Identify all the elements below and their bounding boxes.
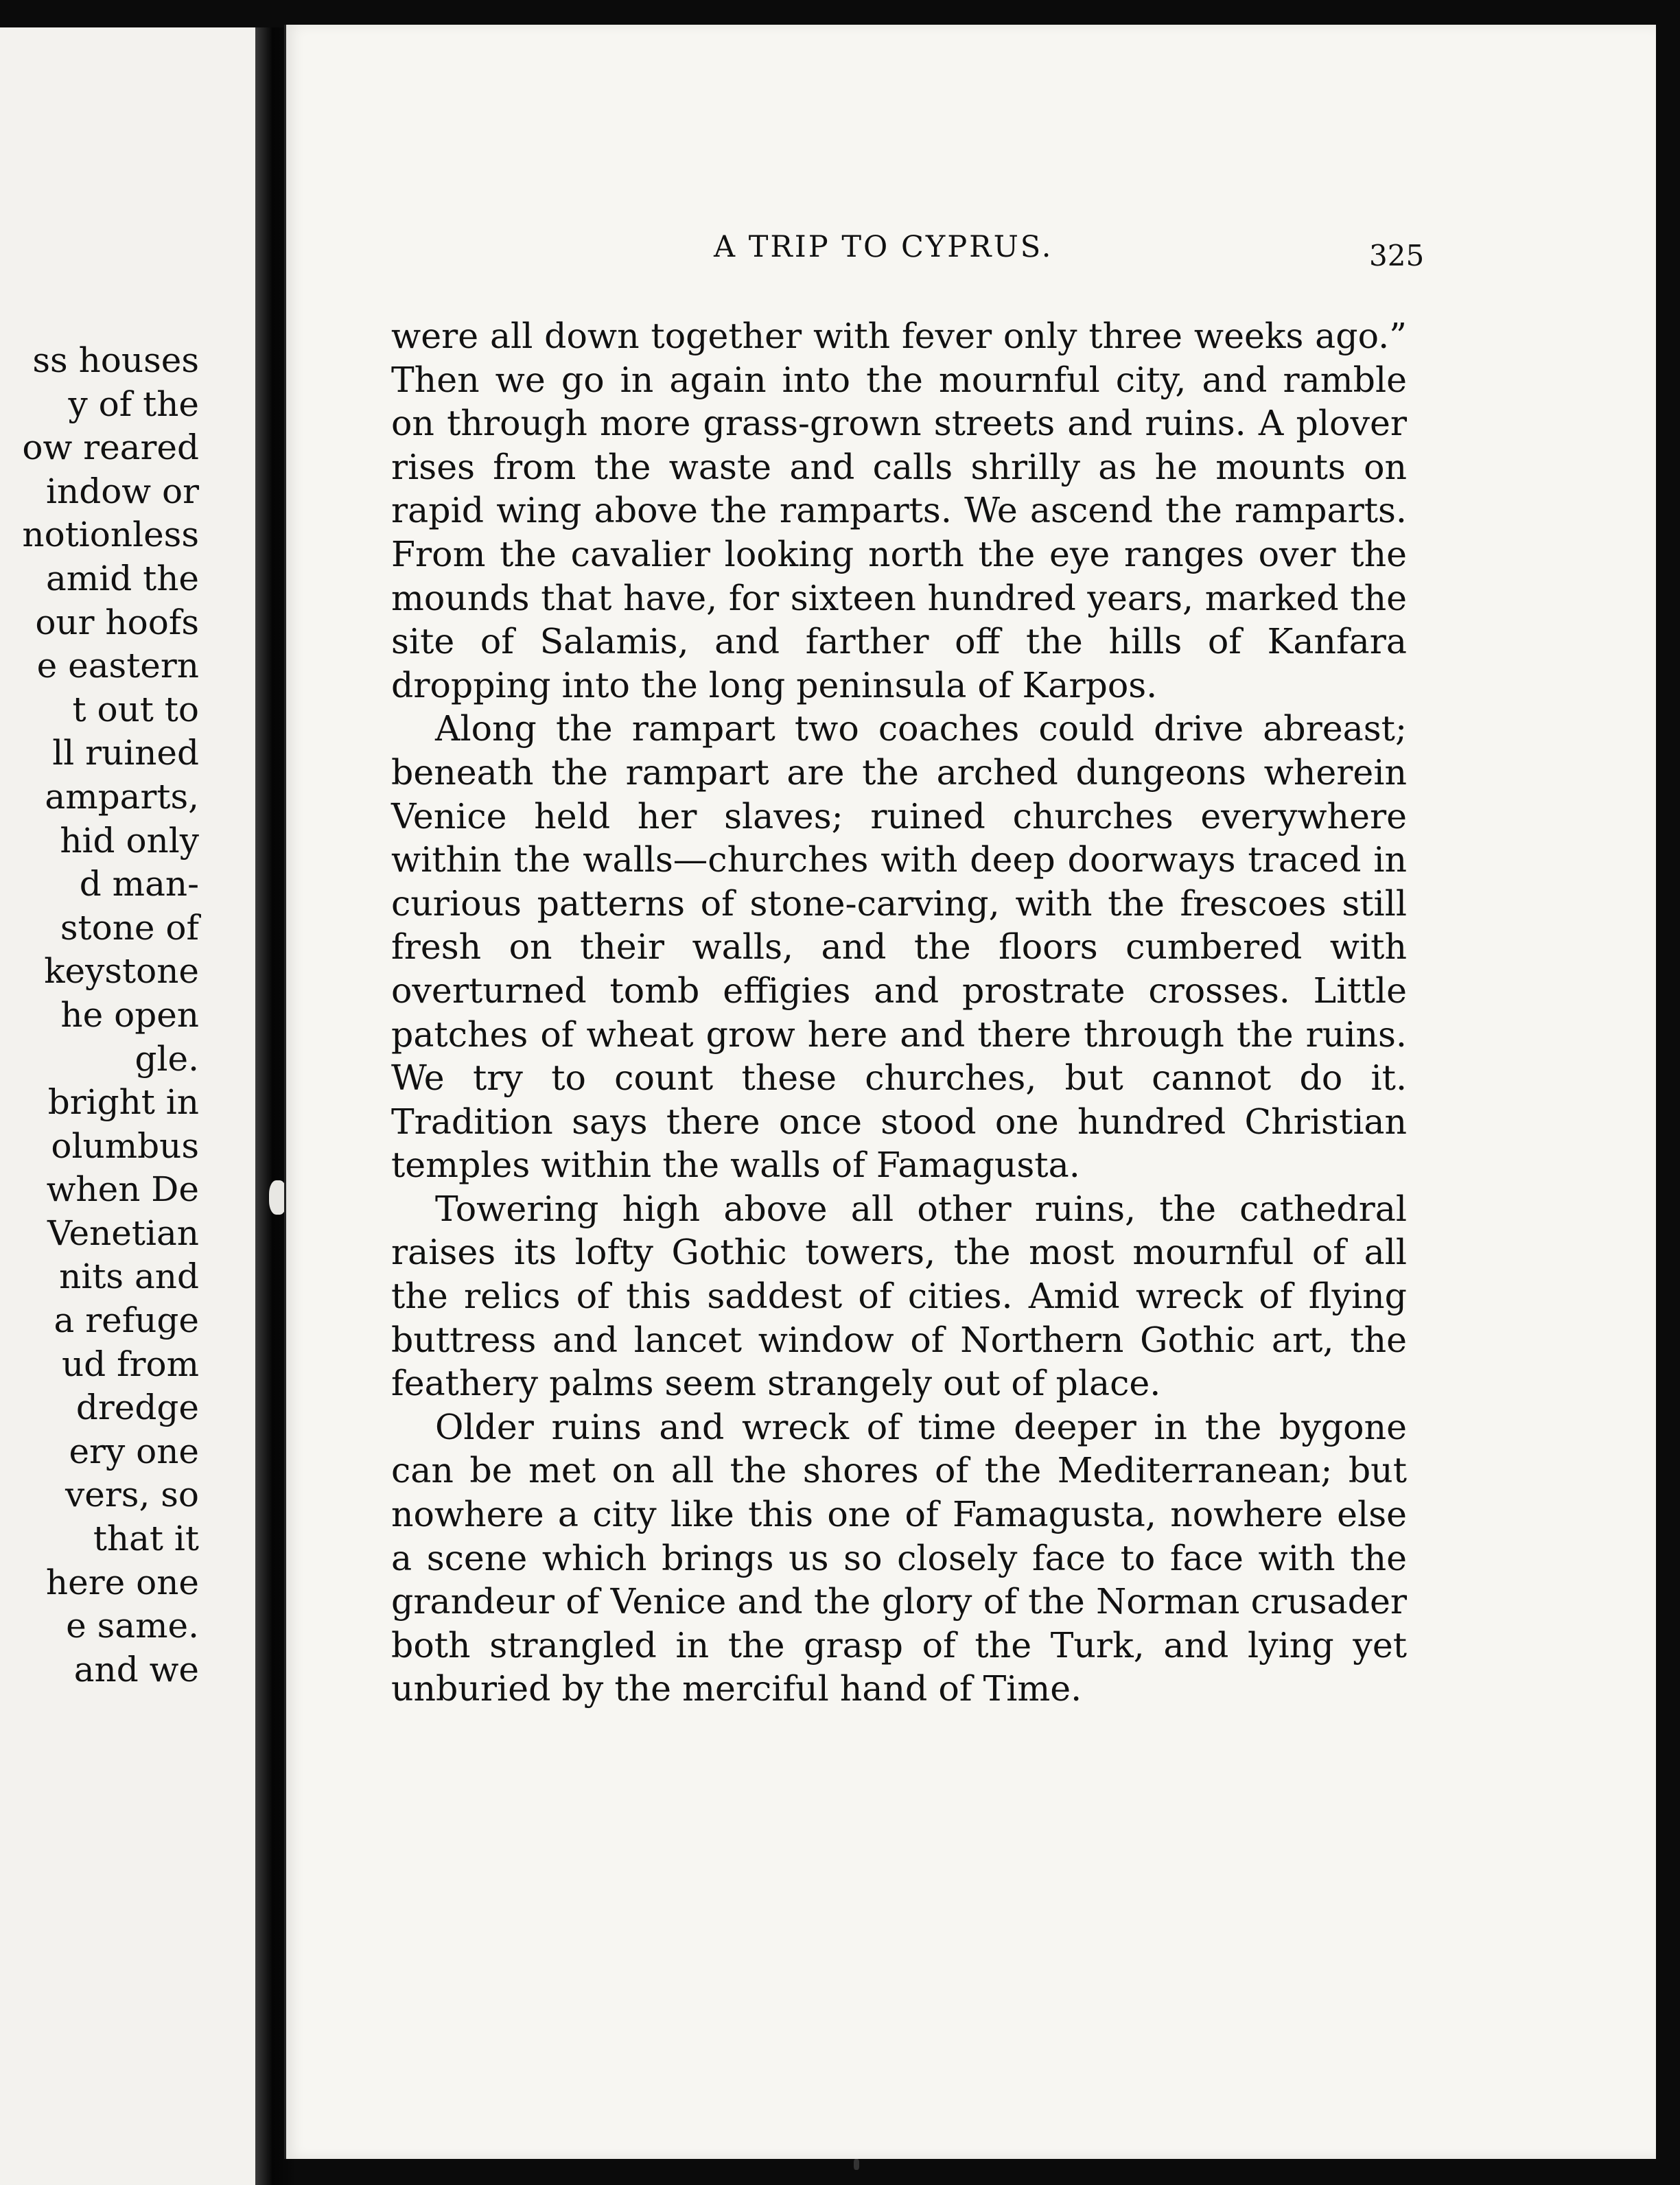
left-page-line: nits and: [59, 1257, 199, 1297]
ink-mark: [854, 2159, 859, 2170]
left-page-line: ery one: [69, 1431, 199, 1471]
left-page-line: amparts,: [45, 776, 199, 817]
left-page-line: ll ruined: [52, 733, 199, 773]
left-page-line: e eastern: [36, 646, 199, 686]
left-page-line: Venetian: [47, 1213, 199, 1253]
left-page-line: indow or: [46, 471, 199, 511]
paragraph-4: Older ruins and wreck of time deeper in the bygone can be met on all the shores of the Mediterranean; but nowhere a city like this one of Famagusta, nowhere else a scene which brings us so closely face to face with the grandeur of Venice and the glory of the Norman crusader both strangled in the grasp of the Turk, and lying yet unburied by the merciful hand of Time.: [391, 1406, 1407, 1709]
left-page-line: a refuge: [54, 1300, 199, 1341]
left-page-line: y of the: [68, 384, 199, 424]
left-page-line: hid only: [60, 820, 199, 861]
left-page-line: our hoofs: [35, 602, 199, 642]
left-page-line: ud from: [61, 1344, 199, 1384]
running-head: A TRIP TO CYPRUS.: [714, 230, 1053, 264]
left-page-line: notionless: [22, 515, 199, 555]
left-page-line: t out to: [72, 689, 199, 729]
left-page-line: dredge: [75, 1388, 199, 1428]
left-page-line: keystone: [44, 951, 199, 992]
left-page-line: gle.: [135, 1038, 199, 1079]
left-page-line: olumbus: [51, 1125, 199, 1166]
paragraph-3: Towering high above all other ruins, the cathedral raises its lofty Gothic towers, the most mournful of all the relics of this saddest of cities. Amid wreck of flying buttress and lancet window of Northern Gothic art, the feathery palms seem strangely out of place.: [391, 1188, 1407, 1404]
left-page-text: [0, 339, 199, 1692]
left-page-line: when De: [46, 1169, 199, 1210]
left-page-line: stone of: [60, 907, 199, 948]
left-page-line: amid the: [46, 558, 199, 598]
left-page-line: here one: [45, 1562, 199, 1602]
left-page: [0, 27, 255, 2185]
left-page-line: ss houses: [32, 340, 199, 380]
left-page-line: vers, so: [65, 1475, 199, 1515]
page-number: 325: [1369, 239, 1425, 272]
left-page-line: ow reared: [22, 428, 199, 468]
left-page-line: d man-: [79, 864, 199, 904]
left-page-line: bright in: [47, 1082, 199, 1123]
paragraph-2: Along the rampart two coaches could drive abreast; beneath the rampart are the arched dungeons wherein Venice held her slaves; ruined churches everywhere within the walls—churches with deep doorways traced in curious patterns of stone-carving, with the frescoes still fresh on their walls, and the floors cumbered with overturned tomb effigies and prostrate crosses. Little patches of wheat grow here and there through the ruins. We try to count these churches, but cannot do it. Tradition says there once stood one hundred Christian temples within the walls of Famagusta.: [391, 708, 1407, 1186]
left-page-line: e same.: [66, 1606, 199, 1646]
left-page-line: that it: [93, 1519, 199, 1559]
body-text: [391, 314, 1407, 1711]
paragraph-1: were all down together with fever only three weeks ago.” Then we go in again into the mournful city, and ramble on through more grass-grown streets and ruins. A plover rises from the waste and calls shrilly as he mounts on rapid wing above the ramparts. We ascend the ramparts. From the cavalier looking north the eye ranges over the mounds that have, for sixteen hundred years, marked the site of Salamis, and farther off the hills of Kanfara dropping into the long peninsula of Karpos.: [391, 316, 1407, 705]
left-page-line: and we: [73, 1649, 199, 1690]
left-page-line: he open: [60, 994, 199, 1035]
